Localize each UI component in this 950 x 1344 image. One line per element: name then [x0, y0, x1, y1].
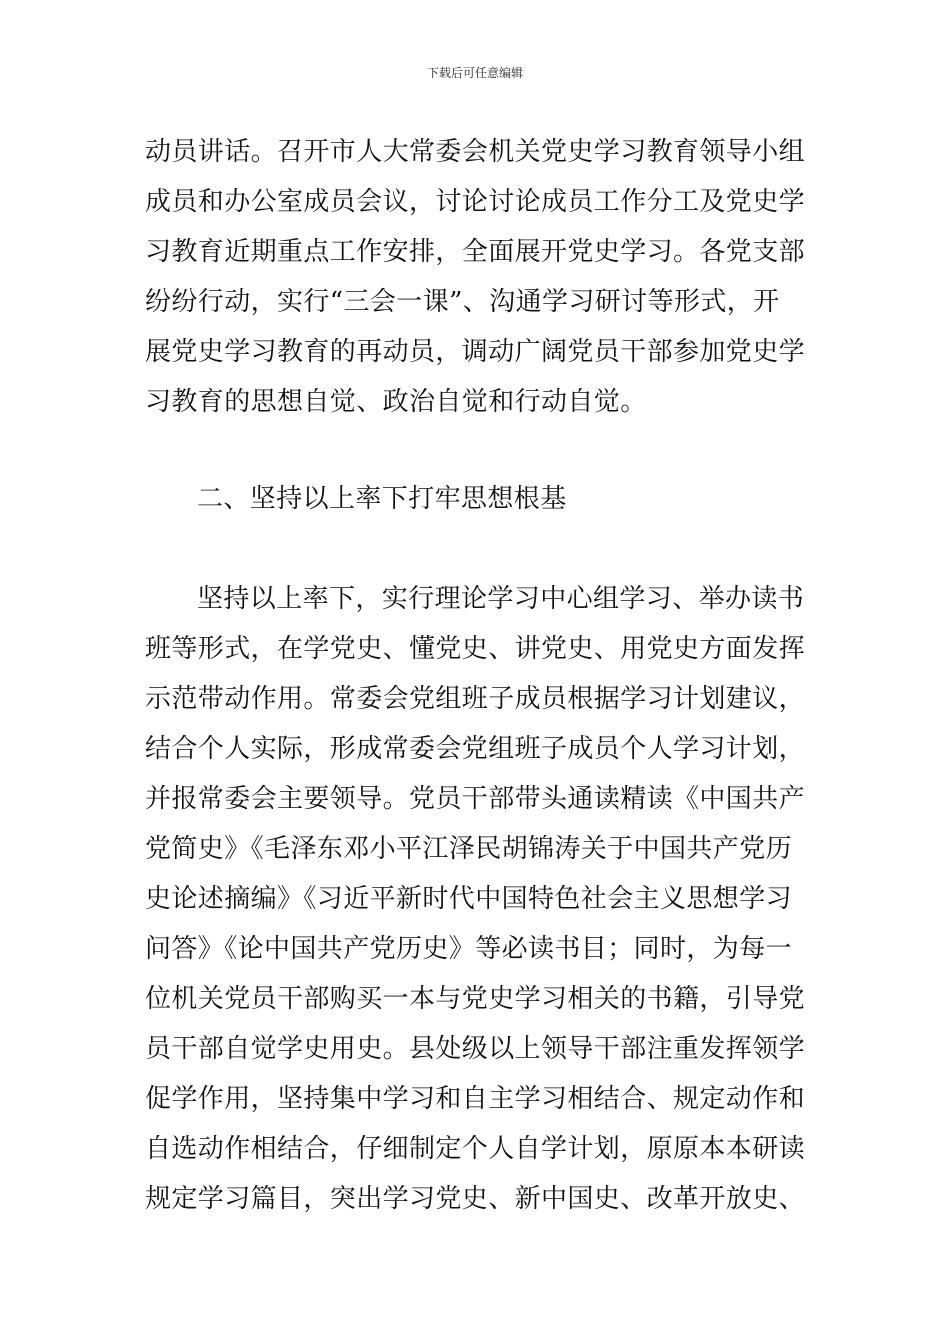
paragraph-line: 习教育近期重点工作安排，全面展开党史学习。各党支部 — [145, 237, 806, 267]
paragraph-line: 问答》《论中国共产党历史》等必读书目；同时，为每一 — [145, 934, 793, 964]
paragraph-line: 史论述摘编》《习近平新时代中国特色社会主义思想学习 — [145, 884, 793, 914]
paragraph-line: 自选动作相结合，仔细制定个人自学计划，原原本本研读 — [145, 1134, 806, 1164]
paragraph-line: 示范带动作用。常委会党组班子成员根据学习计划建议， — [145, 684, 806, 714]
paragraph-line: 规定学习篇目，突出学习党史、新中国史、改革开放史、 — [145, 1184, 806, 1214]
paragraph-line: 员干部自觉学史用史。县处级以上领导干部注重发挥领学 — [145, 1034, 806, 1064]
paragraph-line: 结合个人实际，形成常委会党组班子成员个人学习计划， — [145, 734, 806, 764]
section-heading: 二、坚持以上率下打牢思想根基 — [197, 484, 567, 514]
paragraph-line: 纷纷行动，实行“三会一课”、沟通学习研讨等形式，开 — [145, 287, 780, 317]
paragraph-line: 党简史》《毛泽东邓小平江泽民胡锦涛关于中国共产党历 — [145, 834, 793, 864]
paragraph-line: 动员讲话。召开市人大常委会机关党史学习教育领导小组 — [145, 137, 806, 167]
paragraph-line: 促学作用，坚持集中学习和自主学习相结合、规定动作和 — [145, 1084, 806, 1114]
paragraph-line: 坚持以上率下，实行理论学习中心组学习、举办读书 — [197, 584, 805, 614]
paragraph-line: 习教育的思想自觉、政治自觉和行动自觉。 — [145, 387, 647, 417]
paragraph-line: 班等形式，在学党史、懂党史、讲党史、用党史方面发挥 — [145, 634, 806, 664]
paragraph-line: 位机关党员干部购买一本与党史学习相关的书籍，引导党 — [145, 984, 806, 1014]
paragraph-line: 展党史学习教育的再动员，调动广阔党员干部参加党史学 — [145, 337, 806, 367]
paragraph-line: 并报常委会主要领导。党员干部带头通读精读《中国共产 — [145, 784, 806, 814]
paragraph-line: 成员和办公室成员会议，讨论讨论成员工作分工及党史学 — [145, 187, 806, 217]
page-header: 下载后可任意编辑 — [426, 66, 523, 80]
